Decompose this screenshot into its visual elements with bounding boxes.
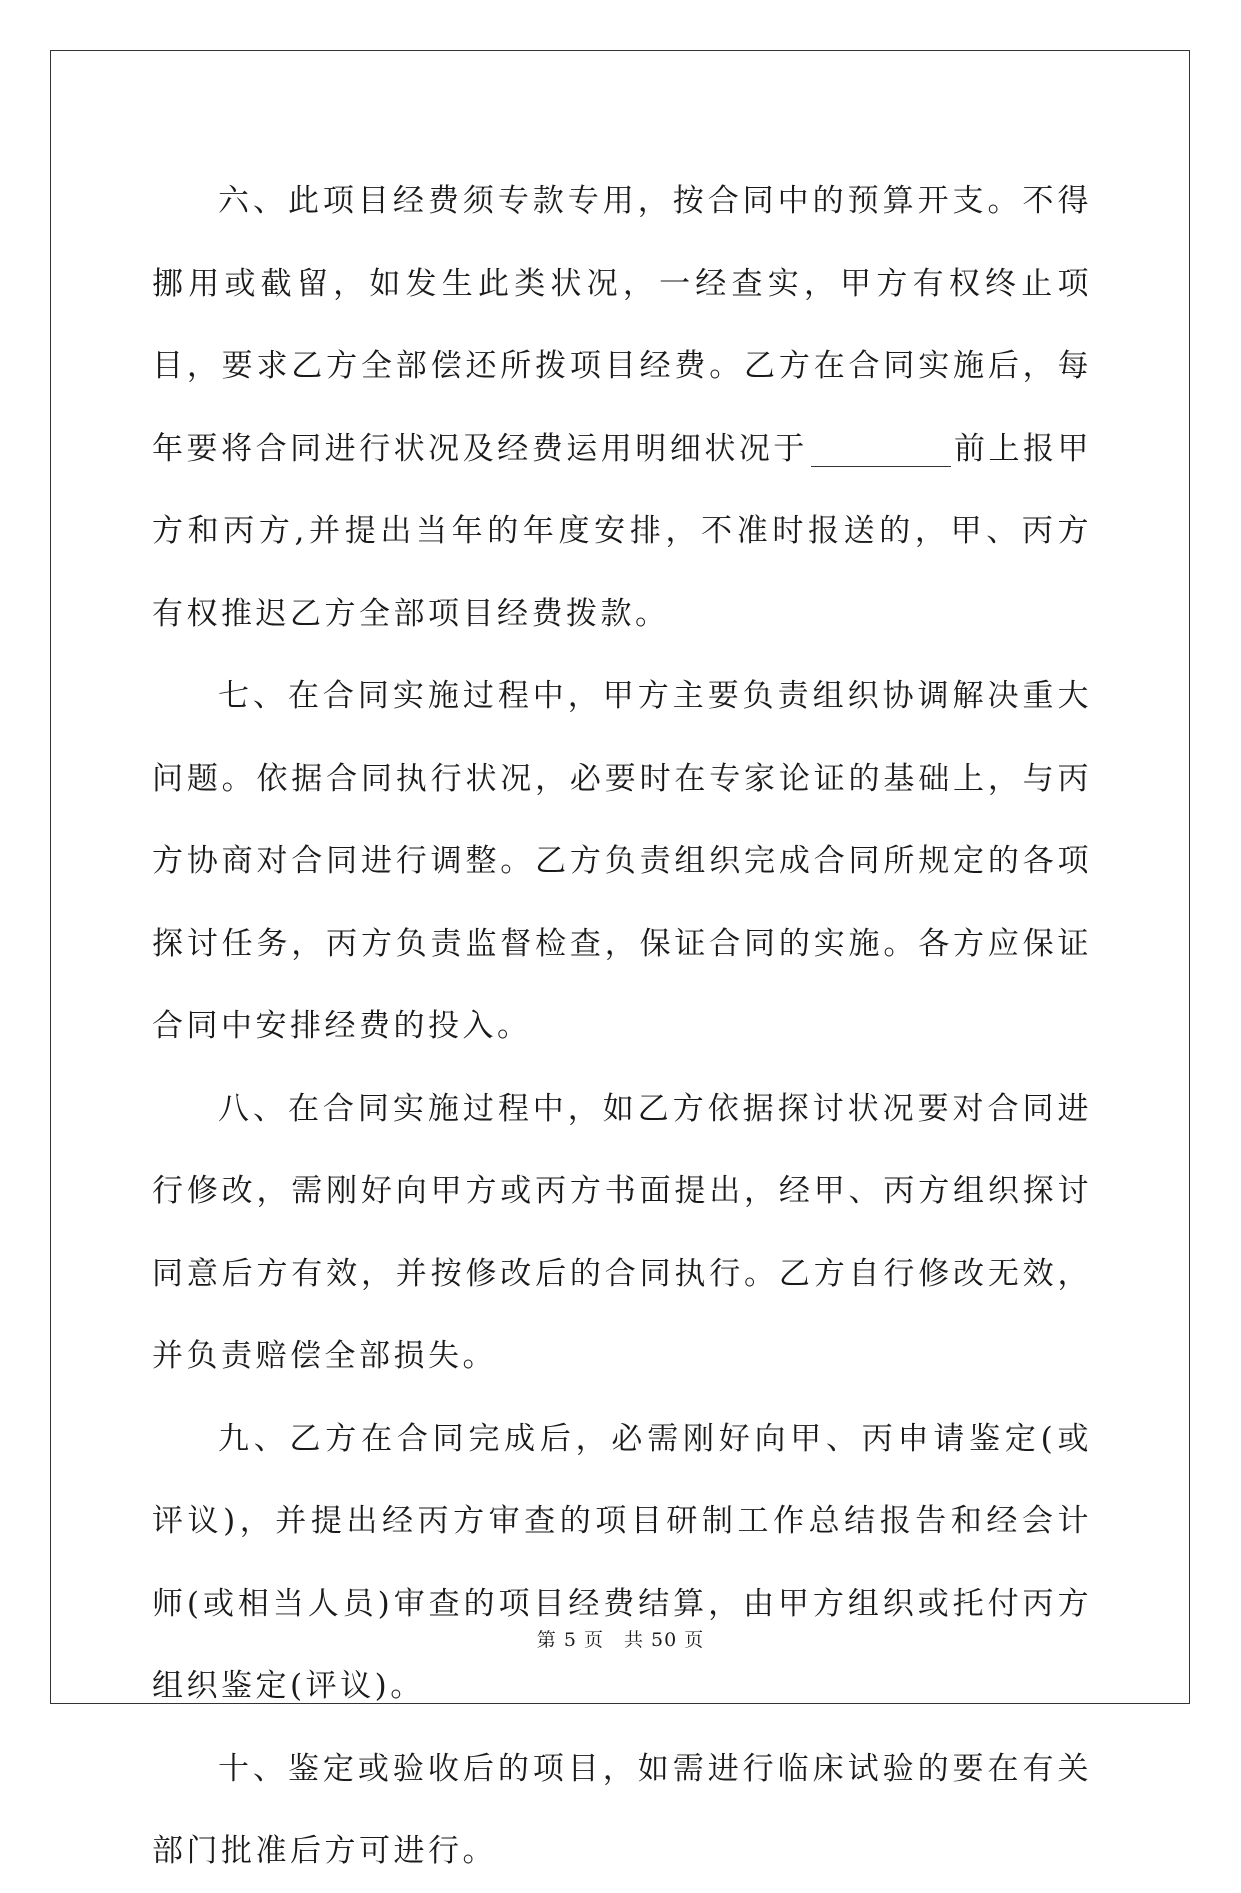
paragraph-nine: 九、乙方在合同完成后，必需刚好向甲、丙申请鉴定(或评议)，并提出经丙方审查的项目研制工作总结报告和经会计师(或相当人员)审查的项目经费结算，由甲方组织或托付丙方组织鉴定(评议)。 [152, 1420, 1092, 1704]
paragraph-six-text: 六、此项目经费须专款专用，按合同中的预算开支。不得挪用或截留，如发生此类状况，一经查实，甲方有权终止项目，要求乙方全部偿还所拨项目经费。乙方在合同实施后，每年要将合同进行状况及经费运用明细状况于 [152, 183, 1092, 467]
paragraph-seven: 七、在合同实施过程中，甲方主要负责组织协调解决重大问题。依据合同执行状况，必要时在专家论证的基础上，与丙方协商对合同进行调整。乙方负责组织完成合同所规定的各项探讨任务，丙方负责监督检查，保证合同的实施。各方应保证合同中安排经费的投入。 [152, 678, 1092, 1044]
page-number: 第 5 页 [536, 1629, 604, 1651]
paragraph-eight: 八、在合同实施过程中，如乙方依据探讨状况要对合同进行修改，需刚好向甲方或丙方书面提出，经甲、丙方组织探讨同意后方有效，并按修改后的合同执行。乙方自行修改无效，并负责赔偿全部损失。 [152, 1090, 1092, 1374]
paragraph-ten: 十、鉴定或验收后的项目，如需进行临床试验的要在有关部门批准后方可进行。 [152, 1750, 1092, 1869]
paragraph-six-text-after: 前上报甲方和丙方,并提出当年的年度安排，不准时报送的，甲、丙方有权推迟乙方全部项目经费拨款。 [152, 430, 1093, 632]
page-total: 共 50 页 [623, 1629, 705, 1651]
paragraph-six [152, 160, 1092, 655]
page-footer [0, 1625, 1241, 1652]
fill-in-blank [811, 436, 951, 467]
